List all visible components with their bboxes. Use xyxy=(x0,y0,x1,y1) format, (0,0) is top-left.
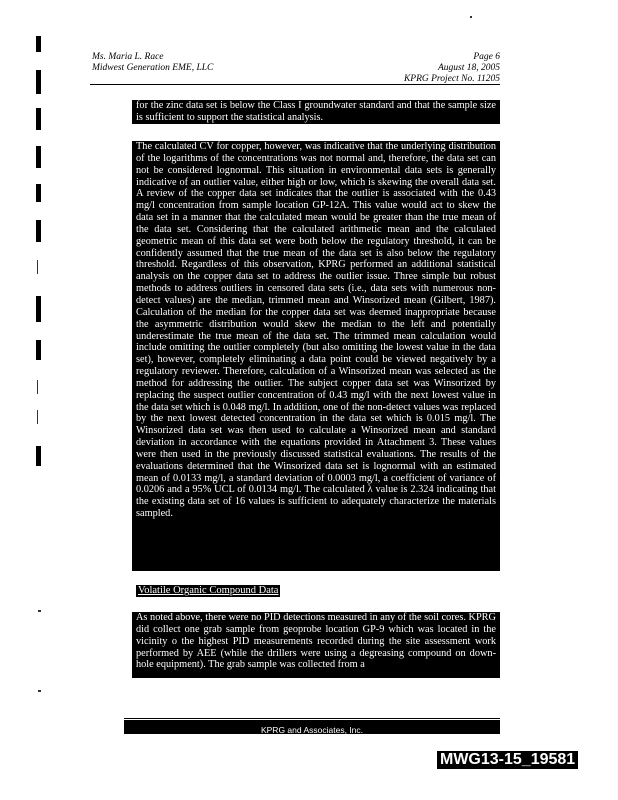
binder-mark xyxy=(36,446,41,466)
binder-mark xyxy=(36,108,41,130)
binder-mark xyxy=(36,146,41,168)
header-divider xyxy=(90,84,500,85)
scan-speck xyxy=(37,410,38,424)
binder-mark xyxy=(36,36,41,52)
binder-mark xyxy=(36,340,41,360)
scan-speck xyxy=(470,16,472,18)
paragraph-voc-data: As noted above, there were no PID detections measured in any of the soil cores. KPRG did collect one grab sample from geoprobe location GP-9 which was located in the vicinity o the highest PID measurements recorded during the site assessment work performed by AEE (while the drillers were using a degreasing compound on down-hole equipment). The grab sample was collected from a xyxy=(132,612,500,678)
scan-speck xyxy=(37,260,38,274)
letter-header-right xyxy=(404,52,500,85)
footer-company: KPRG and Associates, Inc. xyxy=(124,720,500,734)
scan-speck xyxy=(38,690,41,692)
letter-header-left xyxy=(92,52,213,74)
binder-mark xyxy=(36,184,41,202)
project-number: KPRG Project No. 11205 xyxy=(403,74,500,84)
recipient-name: Ms. Maria L. Race xyxy=(92,52,164,62)
binder-mark xyxy=(36,220,41,242)
scan-speck xyxy=(38,610,41,612)
page-number: Page 6 xyxy=(473,52,500,62)
scan-speck xyxy=(37,380,38,394)
binder-mark xyxy=(36,296,41,322)
recipient-company: Midwest Generation EME, LLC xyxy=(92,63,214,73)
paragraph-zinc-conclusion: for the zinc data set is below the Class I groundwater standard and that the sample size is sufficient to support the statistical analysis. xyxy=(132,100,500,124)
letter-date: August 18, 2005 xyxy=(437,63,500,73)
binder-mark xyxy=(36,70,41,94)
footer-divider xyxy=(124,718,500,719)
paragraph-copper-analysis: The calculated CV for copper, however, was indicative that the underlying distribution of the logarithms of the concentrations was not normal and, therefore, the data set can not be considered lognormal. This situation in environmental data sets is generally indicative of an outlier value, either high or low, which is skewing the overall data set. A review of the copper data set indicates that the outlier is associated with the 0.43 mg/l concentration from sample location GP-12A. This value would act to skew the data set in a manner that the calculated mean would be greater than the true mean of the data set. Considering that the calculated arithmetic mean and the calculated geometric mean of this data set were both below the regulatory threshold, it can be confidently assumed that the true mean of the data set is also below the regulatory threshold. Regardless of this observation, KPRG performed an additional statistical analysis on the copper data set to address the outlier issue. Three simple but robust methods to address outliers in censored data sets (i.e., data sets with numerous non-detect values) are the median, trimmed mean and Winsorized mean (Gilbert, 1987). Calculation of the median for the copper data set was deemed inappropriate because the asymmetric distribution would skew the median to the left and potentially underestimate the true mean of the data set. The trimmed mean calculation would include omitting the outlier completely (but also omitting the lowest value in the data set), however, completely eliminating a data point could be viewed negatively by a regulatory reviewer. Therefore, calculation of a Winsorized mean was selected as the method for addressing the outlier. The subject copper data set was Winsorized by replacing the suspect outlier concentration of 0.43 mg/l with the next lowest value in the data set which is 0.048 mg/l. In addition, one of the non-detect values was replaced by the next lowest detected concentration in the data set which is 0.015 mg/l. The Winsorized data set was then used to calculate a Winsorized mean and standard deviation in accordance with the equations provided in Attachment 3. These values were then used in the previously discussed statistical evaluations. The results of the evaluations determined that the Winsorized data set is lognormal with an estimated mean of 0.0133 mg/l, a standard deviation of 0.0003 mg/l, a coefficient of variance of 0.0206 and a 95% UCL of 0.0134 mg/l. The calculated λ value is 2.324 indicating that the existing data set of 16 values is sufficient to adequately characterize the materials sampled. xyxy=(132,141,500,571)
section-heading: Volatile Organic Compound Data xyxy=(138,585,279,596)
bates-number-stamp: MWG13-15_19581 xyxy=(437,751,578,769)
